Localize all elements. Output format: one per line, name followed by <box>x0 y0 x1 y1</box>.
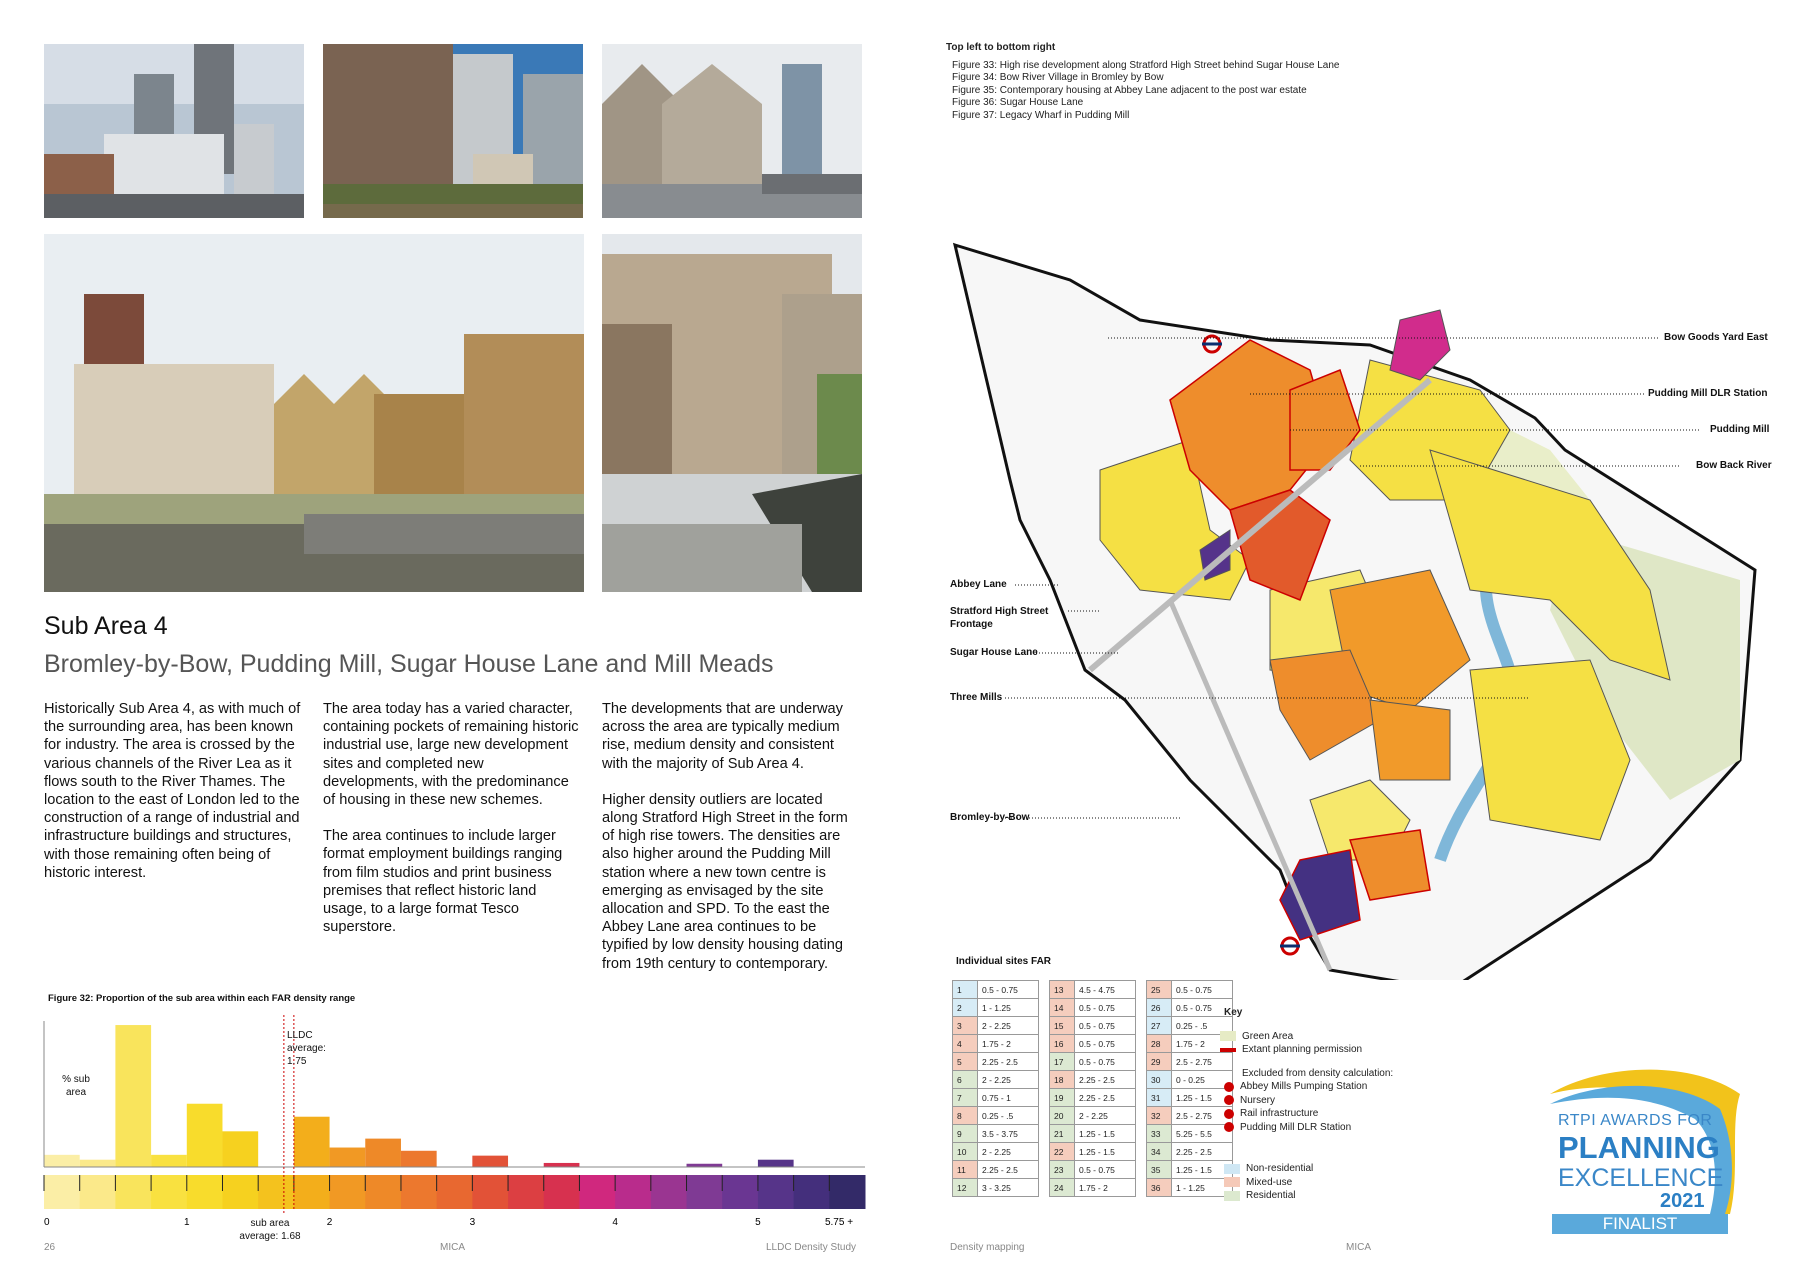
site-far-range: 1 - 1.25 <box>978 999 1039 1017</box>
far-row <box>1050 1107 1136 1125</box>
site-far-range: 1.75 - 2 <box>1075 1179 1136 1197</box>
site-number: 14 <box>1050 999 1075 1017</box>
site-far-range: 2 - 2.25 <box>978 1143 1039 1161</box>
site-number: 16 <box>1050 1035 1075 1053</box>
site-number: 15 <box>1050 1017 1075 1035</box>
far-row <box>953 1179 1039 1197</box>
x-tick-label: 0 <box>44 1217 50 1228</box>
paragraph: Historically Sub Area 4, as with much of the surrounding area, has been known for industry. The area is crossed by the various channels of the River Lea as it flows south to the River Thames. The location to the east of London led to the construction of a range of industrial and infrastructure buildings and structures, with those remaining often being of historic interest. <box>44 701 301 881</box>
site-number: 13 <box>1050 981 1075 999</box>
far-row <box>1050 999 1136 1017</box>
site-far-range: 0.25 - .5 <box>978 1107 1039 1125</box>
far-row <box>1147 1143 1233 1161</box>
site-far-range: 1.75 - 2 <box>978 1035 1039 1053</box>
map-key <box>1224 1006 1393 1203</box>
site-far-range: 0 - 0.25 <box>1172 1071 1233 1089</box>
site-number: 17 <box>1050 1053 1075 1071</box>
table-title: Individual sites FAR <box>956 956 1052 967</box>
site-number: 35 <box>1147 1161 1172 1179</box>
site-far-range: 1.25 - 1.5 <box>1172 1089 1233 1107</box>
site-number: 34 <box>1147 1143 1172 1161</box>
key-excluded-head: Excluded from density calculation: <box>1242 1067 1394 1079</box>
key-excluded-item: Rail infrastructure <box>1240 1108 1319 1120</box>
site-far-range: 4.5 - 4.75 <box>1075 981 1136 999</box>
label-bromley-by-bow: Bromley-by-Bow <box>950 812 1030 823</box>
caption-line: Figure 36: Sugar House Lane <box>952 97 1084 108</box>
site-number: 23 <box>1050 1161 1075 1179</box>
site-number: 24 <box>1050 1179 1075 1197</box>
excluded-marker <box>1224 1109 1234 1119</box>
non-residential-swatch <box>1224 1164 1240 1174</box>
site-far-range: 1.25 - 1.5 <box>1075 1125 1136 1143</box>
label-stratford-high-street: Stratford High Street Frontage <box>950 606 1049 630</box>
figure-32-caption: Figure 32: Proportion of the sub area within each FAR density range <box>48 993 356 1004</box>
far-row <box>953 1089 1039 1107</box>
site-far-range: 2.25 - 2.5 <box>1075 1071 1136 1089</box>
far-row <box>1050 1143 1136 1161</box>
footer-density-mapping: Density mapping <box>950 1242 1025 1253</box>
site-number: 29 <box>1147 1053 1172 1071</box>
caption-line: Figure 33: High rise development along Stratford High Street behind Sugar House Lane <box>952 59 1340 71</box>
key-excluded-item: Abbey Mills Pumping Station <box>1240 1081 1368 1093</box>
excluded-marker <box>1224 1082 1234 1092</box>
footer-study-title: LLDC Density Study <box>766 1242 857 1253</box>
x-tick-label: 4 <box>612 1217 618 1228</box>
far-tables <box>952 980 1233 1197</box>
site-number: 9 <box>953 1125 978 1143</box>
site-number: 3 <box>953 1017 978 1035</box>
site-number: 19 <box>1050 1089 1075 1107</box>
caption-heading: Top left to bottom right <box>946 42 1056 53</box>
paragraph: The developments that are underway across the area are typically medium rise, medium density and consistent with the majority of Sub Area 4. <box>602 701 843 772</box>
lldc-average-label: LLDC average: 1.75 <box>287 1030 326 1067</box>
award-line3: EXCELLENCE <box>1558 1164 1724 1192</box>
site-number: 33 <box>1147 1125 1172 1143</box>
award-year: 2021 <box>1660 1190 1705 1212</box>
far-row <box>1050 1071 1136 1089</box>
key-nonres: Non-residential <box>1246 1163 1314 1175</box>
rtpi-award-badge <box>1540 1064 1750 1236</box>
site-far-range: 2.25 - 2.5 <box>1172 1143 1233 1161</box>
footer-mica-left: MICA <box>440 1242 465 1253</box>
section-title: Sub Area 4 <box>44 612 168 640</box>
far-table <box>1146 980 1233 1197</box>
far-row <box>1147 1107 1233 1125</box>
red-line-swatch <box>1220 1048 1236 1052</box>
site-number: 26 <box>1147 999 1172 1017</box>
site-far-range: 1.25 - 1.5 <box>1172 1161 1233 1179</box>
x-tick-label: 2 <box>326 1217 333 1228</box>
x-tick-label: 5 <box>755 1217 761 1228</box>
far-row <box>953 1035 1039 1053</box>
x-tick-label: 5.75 + <box>824 1217 854 1228</box>
site-far-range: 2.5 - 2.75 <box>1172 1107 1233 1125</box>
key-title: Key <box>1224 1007 1243 1019</box>
far-row <box>1147 999 1233 1017</box>
award-status: FINALIST <box>1552 1214 1728 1234</box>
site-number: 25 <box>1147 981 1172 999</box>
far-row <box>1050 981 1136 999</box>
footer-mica-right: MICA <box>1346 1242 1371 1253</box>
site-far-range: 2.5 - 2.75 <box>1172 1053 1233 1071</box>
far-row <box>1050 1161 1136 1179</box>
far-row <box>953 1143 1039 1161</box>
site-number: 6 <box>953 1071 978 1089</box>
key-mixed: Mixed-use <box>1246 1176 1293 1188</box>
site-number: 1 <box>953 981 978 999</box>
site-far-range: 0.5 - 0.75 <box>1075 999 1136 1017</box>
site-far-range: 0.5 - 0.75 <box>978 981 1039 999</box>
far-row <box>1147 1125 1233 1143</box>
label-bow-goods-yard: Bow Goods Yard East <box>1664 332 1768 343</box>
site-far-range: 2.25 - 2.5 <box>978 1161 1039 1179</box>
site-number: 5 <box>953 1053 978 1071</box>
site-far-range: 0.5 - 0.75 <box>1075 1035 1136 1053</box>
site-number: 21 <box>1050 1125 1075 1143</box>
site-far-range: 0.5 - 0.75 <box>1172 999 1233 1017</box>
site-far-range: 2 - 2.25 <box>978 1017 1039 1035</box>
site-number: 22 <box>1050 1143 1075 1161</box>
far-row <box>953 1107 1039 1125</box>
far-row <box>953 981 1039 999</box>
key-red-label: Extant planning permission <box>1242 1044 1363 1056</box>
paragraph: Higher density outliers are located along Stratford High Street in the form of high rise towers. The densities are also higher around the Pudding Mill station where a new town centre is emerging as envisaged by the site allocation and SPD. To the east the Abbey Lane area continues to be typified by low density housing dating from 19th century to contemporary. <box>602 791 848 972</box>
far-row <box>1050 1017 1136 1035</box>
caption-line: Figure 37: Legacy Wharf in Pudding Mill <box>952 109 1130 121</box>
caption-line: Figure 35: Contemporary housing at Abbey Lane adjacent to the post war estate <box>952 84 1307 96</box>
site-far-range: 1.25 - 1.5 <box>1075 1143 1136 1161</box>
mixed-use-swatch <box>1224 1177 1240 1187</box>
far-row <box>1050 1035 1136 1053</box>
site-number: 27 <box>1147 1017 1172 1035</box>
site-number: 28 <box>1147 1035 1172 1053</box>
sub-area-average-label: sub area average: 1.68 <box>239 1218 301 1242</box>
far-row <box>1147 1161 1233 1179</box>
site-far-range: 0.5 - 0.75 <box>1075 1017 1136 1035</box>
excluded-marker <box>1224 1095 1234 1105</box>
site-number: 10 <box>953 1143 978 1161</box>
x-tick-label: 3 <box>469 1217 476 1228</box>
site-number: 12 <box>953 1179 978 1197</box>
far-row <box>953 1017 1039 1035</box>
far-row <box>953 1125 1039 1143</box>
residential-swatch <box>1224 1191 1240 1201</box>
far-row <box>1147 1089 1233 1107</box>
site-far-range: 3.5 - 3.75 <box>978 1125 1039 1143</box>
label-abbey-lane: Abbey Lane <box>950 579 1007 590</box>
site-number: 11 <box>953 1161 978 1179</box>
page-number-left: 26 <box>44 1242 56 1253</box>
site-far-range: 2.25 - 2.5 <box>1075 1089 1136 1107</box>
excluded-marker <box>1224 1122 1234 1132</box>
site-number: 4 <box>953 1035 978 1053</box>
site-number: 18 <box>1050 1071 1075 1089</box>
site-number: 2 <box>953 999 978 1017</box>
label-pudding-mill: Pudding Mill <box>1710 424 1770 435</box>
label-pudding-mill-dlr: Pudding Mill DLR Station <box>1648 388 1768 399</box>
far-row <box>953 999 1039 1017</box>
site-far-range: 0.5 - 0.75 <box>1075 1053 1136 1071</box>
site-number: 8 <box>953 1107 978 1125</box>
far-row <box>1147 1071 1233 1089</box>
label-sugar-house-lane: Sugar House Lane <box>950 647 1038 658</box>
site-number: 20 <box>1050 1107 1075 1125</box>
site-number: 32 <box>1147 1107 1172 1125</box>
far-row <box>1050 1179 1136 1197</box>
green-swatch <box>1220 1031 1236 1041</box>
site-far-range: 3 - 3.25 <box>978 1179 1039 1197</box>
far-row <box>953 1071 1039 1089</box>
far-row <box>1147 1179 1233 1197</box>
site-far-range: 0.5 - 0.75 <box>1075 1161 1136 1179</box>
far-table <box>952 980 1039 1197</box>
site-far-range: 5.25 - 5.5 <box>1172 1125 1233 1143</box>
site-far-range: 1.75 - 2 <box>1172 1035 1233 1053</box>
site-number: 30 <box>1147 1071 1172 1089</box>
key-green-label: Green Area <box>1242 1030 1294 1042</box>
paragraph: The area today has a varied character, containing pockets of remaining historic industrial use, large new development sites and completed new developments, with the predominance of housing in these new schemes. <box>323 701 579 809</box>
award-line1: RTPI AWARDS FOR <box>1558 1112 1713 1129</box>
section-subtitle: Bromley-by-Bow, Pudding Mill, Sugar House Lane and Mill Meads <box>44 650 774 678</box>
site-number: 31 <box>1147 1089 1172 1107</box>
x-tick-label: 1 <box>184 1217 190 1228</box>
far-row <box>1050 1053 1136 1071</box>
far-row <box>1050 1125 1136 1143</box>
key-res: Residential <box>1246 1190 1296 1202</box>
key-excluded-item: Pudding Mill DLR Station <box>1240 1121 1352 1133</box>
site-far-range: 0.75 - 1 <box>978 1089 1039 1107</box>
y-axis-label: % sub area <box>62 1074 90 1098</box>
label-bow-back-river: Bow Back River <box>1696 460 1772 471</box>
award-line2: PLANNING <box>1558 1130 1720 1165</box>
site-far-range: 1 - 1.25 <box>1172 1179 1233 1197</box>
far-row <box>953 1053 1039 1071</box>
site-number: 7 <box>953 1089 978 1107</box>
site-far-range: 2 - 2.25 <box>978 1071 1039 1089</box>
caption-line: Figure 34: Bow River Village in Bromley by Bow <box>952 72 1164 83</box>
far-row <box>1050 1089 1136 1107</box>
site-far-range: 2 - 2.25 <box>1075 1107 1136 1125</box>
key-excluded-item: Nursery <box>1240 1094 1276 1106</box>
site-far-range: 0.25 - .5 <box>1172 1017 1233 1035</box>
far-table <box>1049 980 1136 1197</box>
site-number: 36 <box>1147 1179 1172 1197</box>
site-far-range: 0.5 - 0.75 <box>1172 981 1233 999</box>
far-row <box>1147 981 1233 999</box>
site-far-range: 2.25 - 2.5 <box>978 1053 1039 1071</box>
paragraph: The area continues to include larger format employment buildings ranging from film studios and print business premises that reflect historic land usage, to a large format Tesco superstore. <box>323 828 563 936</box>
far-row <box>953 1161 1039 1179</box>
label-three-mills: Three Mills <box>950 692 1003 703</box>
